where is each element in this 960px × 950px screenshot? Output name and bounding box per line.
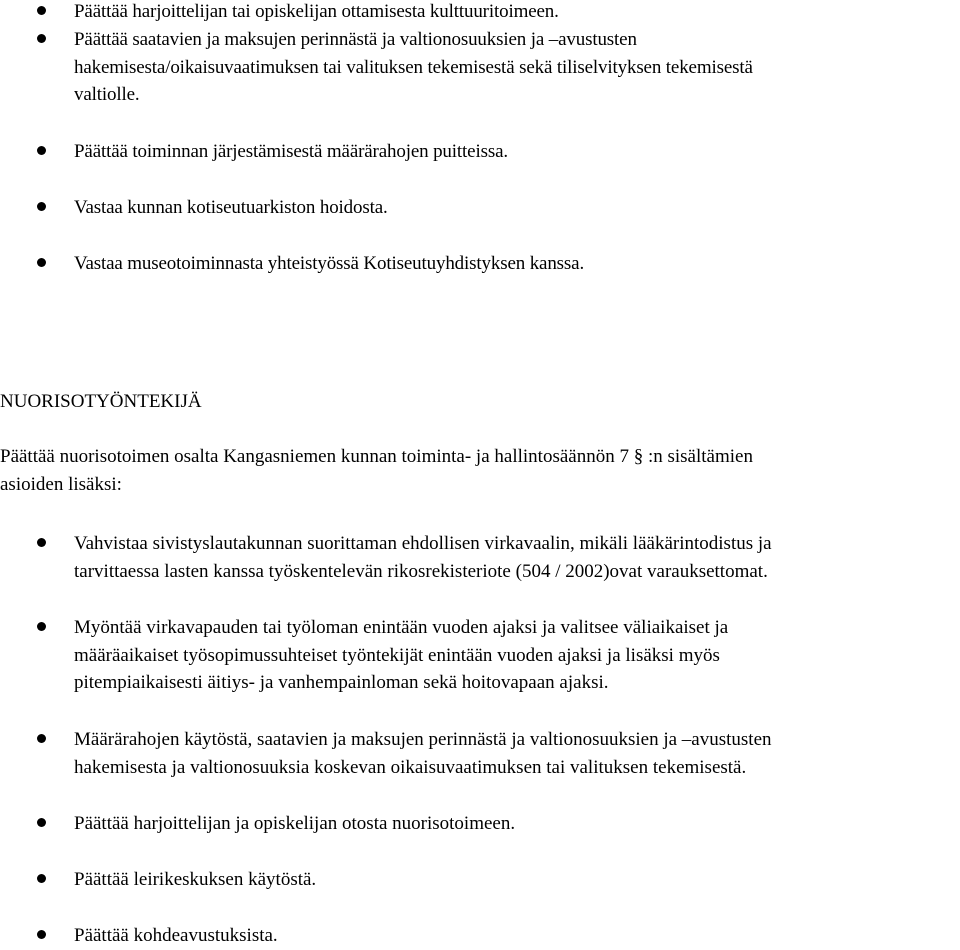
list-item-text: Päättää saatavien ja maksujen perinnästä ja valtionosuuksien ja –avustusten hakemisesta/oikaisuvaatimuksen tai valituksen tekemisestä sekä tiliselvityksen tekemisestä valtiolle. <box>74 29 753 105</box>
bullet-icon <box>37 930 46 939</box>
bullet-icon <box>37 6 46 15</box>
bullet-icon <box>37 146 46 155</box>
list-item-text: Vahvistaa sivistyslautakunnan suorittaman ehdollisen virkavaalin, mikäli lääkärintodistus ja tarvittaessa lasten kanssa työskentelevän rikosrekisteriote (504 / 2002)ovat varauksettomat. <box>74 533 772 582</box>
bullet-icon <box>37 202 46 211</box>
section-heading: NUORISOTYÖNTEKIJÄ <box>0 391 202 412</box>
list-item-text: Päättää kohdeavustuksista. <box>74 925 278 946</box>
list-item-text: Päättää harjoittelijan ja opiskelijan otosta nuorisotoimeen. <box>74 813 516 834</box>
list-item-text: Päättää toiminnan järjestämisestä määrärahojen puitteissa. <box>74 141 508 162</box>
list-item-text: Myöntää virkavapauden tai työloman enintään vuoden ajaksi ja valitsee väliaikaiset ja määräaikaiset työsopimussuhteiset työntekijät enintään vuoden ajaksi ja lisäksi myös pitempiaikaisesti äitiys- ja vanhempainloman sekä hoitovapaan ajaksi. <box>74 617 729 693</box>
bullet-icon <box>37 538 46 547</box>
section-intro: Päättää nuorisotoimen osalta Kangasniemen kunnan toiminta- ja hallintosäännön 7 § :n sisältämien asioiden lisäksi: <box>0 446 753 495</box>
bullet-icon <box>37 874 46 883</box>
bullet-icon <box>37 734 46 743</box>
list-item-text: Päättää leirikeskuksen käytöstä. <box>74 869 317 890</box>
list-item-text: Määrärahojen käytöstä, saatavien ja maksujen perinnästä ja valtionosuuksien ja –avustusten hakemisesta ja valtionosuuksia koskevan oikaisuvaatimuksen tai valituksen tekemisestä. <box>74 729 772 778</box>
bullet-icon <box>37 818 46 827</box>
bullet-icon <box>37 258 46 267</box>
bullet-icon <box>37 622 46 631</box>
list-item-text: Päättää harjoittelijan tai opiskelijan ottamisesta kulttuuritoimeen. <box>74 1 559 22</box>
list-item-text: Vastaa kunnan kotiseutuarkiston hoidosta. <box>74 197 388 218</box>
list-item-text: Vastaa museotoiminnasta yhteistyössä Kotiseutuyhdistyksen kanssa. <box>74 253 585 274</box>
bullet-icon <box>37 34 46 43</box>
